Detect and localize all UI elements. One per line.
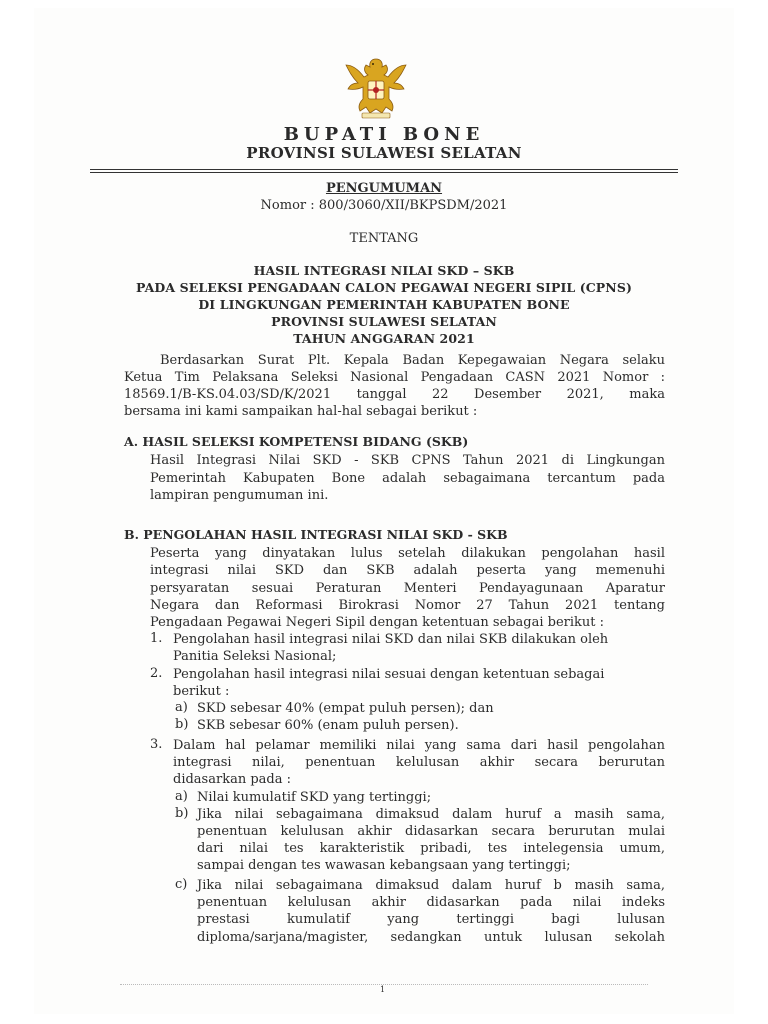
list-item-number: 2. [150,666,163,681]
sub-item-line: penentuan kelulusan akhir didasarkan pada nilai indeks [197,895,665,910]
list-item-line: integrasi nilai, penentuan kelulusan akhir secara berurutan [173,755,665,770]
section-b-line: Negara dan Reformasi Birokrasi Nomor 27 Tahun 2021 tentang [150,598,665,613]
list-item-line: berikut : [173,684,230,699]
intro-line: Berdasarkan Surat Plt. Kepala Badan Kepegawaian Negara selaku [160,353,665,368]
section-b-line: Pengadaan Pegawai Negeri Sipil dengan ketentuan sebagai berikut : [150,615,604,630]
intro-line: bersama ini kami sampaikan hal-hal sebagai berikut : [124,404,478,419]
sub-item-line: SKD sebesar 40% (empat puluh persen); dan [197,701,494,716]
announcement-number: Nomor : 800/3060/XII/BKPSDM/2021 [260,198,508,213]
section-a-line: Hasil Integrasi Nilai SKD - SKB CPNS Tahun 2021 di Lingkungan [150,453,665,468]
section-b-line: integrasi nilai SKD dan SKB adalah peserta yang memenuhi [150,563,665,578]
list-item-line: Pengolahan hasil integrasi nilai sesuai dengan ketentuan sebagai [173,667,605,682]
list-item-number: 1. [150,631,163,646]
list-item-line: didasarkan pada : [173,772,291,787]
sub-item-label: c) [175,877,188,892]
sub-item-line: diploma/sarjana/magister, sedangkan untuk lulusan sekolah [197,930,665,945]
list-item-number: 3. [150,737,163,752]
sub-item-line: Jika nilai sebagaimana dimaksud dalam huruf b masih sama, [197,878,665,893]
announcement-title-line: TAHUN ANGGARAN 2021 [293,331,475,346]
sub-item-line: Jika nilai sebagaimana dimaksud dalam huruf a masih sama, [197,807,665,822]
announcement-title-line: PADA SELEKSI PENGADAAN CALON PEGAWAI NEGERI SIPIL (CPNS) [136,280,632,295]
sub-item-label: a) [175,700,188,715]
header-rule-thin [90,172,678,173]
sub-item-line: Nilai kumulatif SKD yang tertinggi; [197,790,432,805]
sub-item-line: sampai dengan tes wawasan kebangsaan yang tertinggi; [197,858,571,873]
section-a-line: Pemerintah Kabupaten Bone adalah sebagaimana tercantum pada [150,471,665,486]
list-item-line: Dalam hal pelamar memiliki nilai yang sama dari hasil pengolahan [173,738,665,753]
header-title: BUPATI BONE [283,124,485,145]
sub-item-line: dari nilai tes karakteristik pribadi, tes intelegensia umum, [197,841,665,856]
sub-item-line: penentuan kelulusan akhir didasarkan secara berurutan mulai [197,824,665,839]
section-b-line: Peserta yang dinyatakan lulus setelah dilakukan pengolahan hasil [150,546,665,561]
intro-line: 18569.1/B-KS.04.03/SD/K/2021 tanggal 22 Desember 2021, maka [124,387,665,402]
list-item-line: Pengolahan hasil integrasi nilai SKD dan nilai SKB dilakukan oleh [173,632,609,647]
sub-item-label: a) [175,789,188,804]
announcement-label: PENGUMUMAN [325,181,443,196]
announcement-title-line: DI LINGKUNGAN PEMERINTAH KABUPATEN BONE [198,297,570,312]
header-subtitle: PROVINSI SULAWESI SELATAN [246,144,522,162]
sub-item-line: SKB sebesar 60% (enam puluh persen). [197,718,459,733]
announcement-title-line: HASIL INTEGRASI NILAI SKD – SKB [253,263,515,278]
page-number: 1 [380,985,386,994]
announcement-about: TENTANG [349,231,419,246]
sub-item-label: b) [175,717,189,732]
sub-item-line: prestasi kumulatif yang tertinggi bagi lulusan [197,912,665,927]
section-b-line: persyaratan sesuai Peraturan Menteri Pendayagunaan Aparatur [150,581,665,596]
intro-line: Ketua Tim Pelaksana Seleksi Nasional Pengadaan CASN 2021 Nomor : [124,370,665,385]
list-item-line: Panitia Seleksi Nasional; [173,649,337,664]
header-rule-thick [90,169,678,170]
section-b-heading: B. PENGOLAHAN HASIL INTEGRASI NILAI SKD - SKB [124,527,508,542]
garuda-emblem-icon [344,55,408,121]
section-a-heading: A. HASIL SELEKSI KOMPETENSI BIDANG (SKB) [124,434,469,449]
sub-item-label: b) [175,806,189,821]
section-a-line: lampiran pengumuman ini. [150,488,329,503]
announcement-title-line: PROVINSI SULAWESI SELATAN [271,314,497,329]
